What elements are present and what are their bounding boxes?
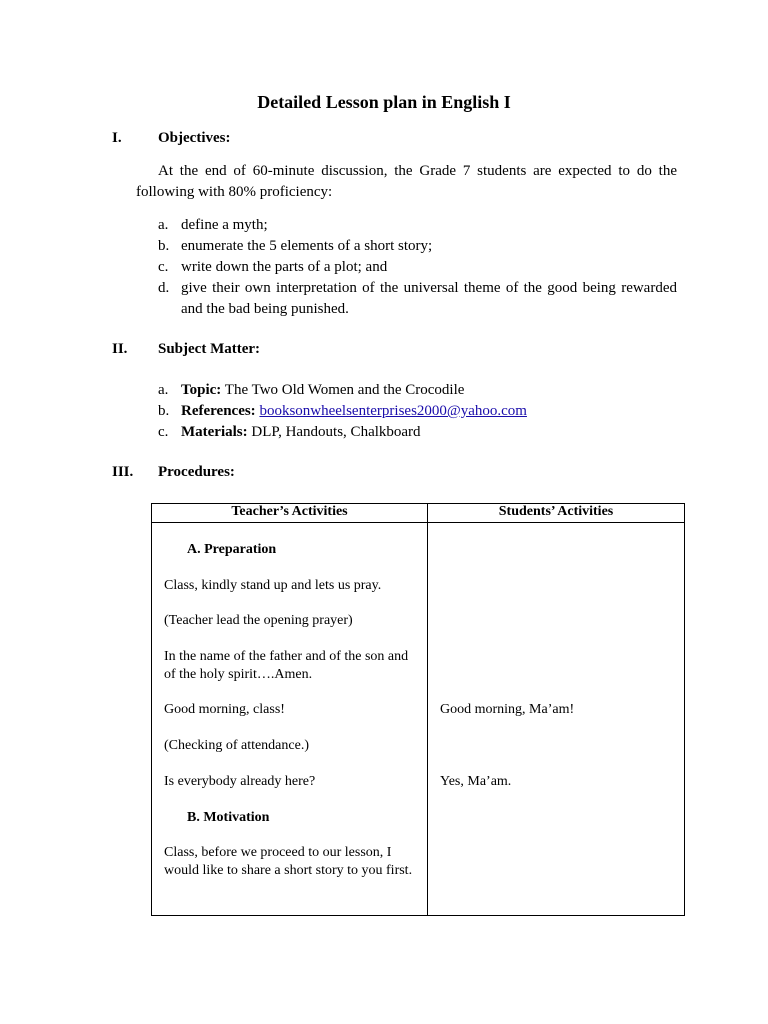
list-item — [158, 236, 677, 257]
list-item — [158, 278, 677, 320]
section-label: Procedures: — [158, 464, 235, 480]
section-number: II. — [112, 341, 128, 357]
teacher-activities-header: Teacher’s Activities — [152, 504, 428, 523]
teacher-line: Class, kindly stand up and lets us pray. — [164, 578, 382, 593]
list-item — [158, 257, 677, 278]
students-activities-header: Students’ Activities — [428, 504, 685, 523]
teacher-line: (Checking of attendance.) — [164, 738, 309, 753]
objectives-intro: At the end of 60-minute discussion, the Grade 7 students are expected to do the following with 80% proficiency: — [136, 163, 677, 200]
section-label: Objectives: — [158, 130, 231, 146]
references-email-link[interactable]: booksonwheelsenterprises2000@yahoo.com — [259, 403, 527, 419]
list-item — [158, 401, 677, 422]
teacher-line: (Teacher lead the opening prayer) — [164, 613, 353, 628]
section-number: III. — [112, 464, 134, 480]
objectives-list — [158, 215, 677, 320]
list-marker: a. — [158, 382, 169, 398]
list-marker: d. — [158, 280, 170, 296]
list-marker: b. — [158, 403, 170, 419]
students-activities-cell — [428, 523, 685, 916]
document-title: Detailed Lesson plan in English I — [257, 92, 511, 112]
section-procedures-heading — [112, 464, 235, 481]
section-subject-matter-heading — [112, 341, 260, 358]
section-objectives-heading — [112, 130, 230, 147]
teacher-line: In the name of the father and of the son and of the holy spirit….Amen. — [164, 649, 409, 682]
list-text: write down the parts of a plot; and — [181, 259, 388, 275]
references-label: References: — [181, 403, 256, 419]
table-row — [152, 523, 685, 916]
teacher-line: Good morning, class! — [164, 702, 285, 717]
subject-matter-list — [158, 380, 677, 443]
motivation-heading: B. Motivation — [187, 810, 270, 825]
section-number: I. — [112, 130, 122, 146]
student-line: Yes, Ma’am. — [440, 774, 512, 789]
list-item — [158, 380, 677, 401]
student-line: Good morning, Ma’am! — [440, 702, 575, 717]
list-text: define a myth; — [181, 217, 268, 233]
preparation-heading: A. Preparation — [187, 542, 277, 557]
list-marker: c. — [158, 259, 169, 275]
topic-value: The Two Old Women and the Crocodile — [224, 382, 465, 398]
list-marker: c. — [158, 424, 169, 440]
table-header-row — [152, 504, 685, 523]
materials-value: DLP, Handouts, Chalkboard — [251, 424, 421, 440]
list-item — [158, 422, 677, 443]
teacher-line: Is everybody already here? — [164, 774, 316, 789]
teacher-line: Class, before we proceed to our lesson, I would like to share a short story to you first. — [164, 845, 413, 878]
topic-label: Topic: — [181, 382, 222, 398]
list-marker: a. — [158, 217, 169, 233]
materials-label: Materials: — [181, 424, 248, 440]
list-marker: b. — [158, 238, 170, 254]
list-text: give their own interpretation of the universal theme of the good being rewarded and the bad being punished. — [181, 280, 677, 317]
section-label: Subject Matter: — [158, 341, 261, 357]
procedures-table — [151, 503, 685, 916]
list-text: enumerate the 5 elements of a short story; — [181, 238, 433, 254]
teacher-activities-cell — [152, 523, 428, 916]
list-item — [158, 215, 677, 236]
